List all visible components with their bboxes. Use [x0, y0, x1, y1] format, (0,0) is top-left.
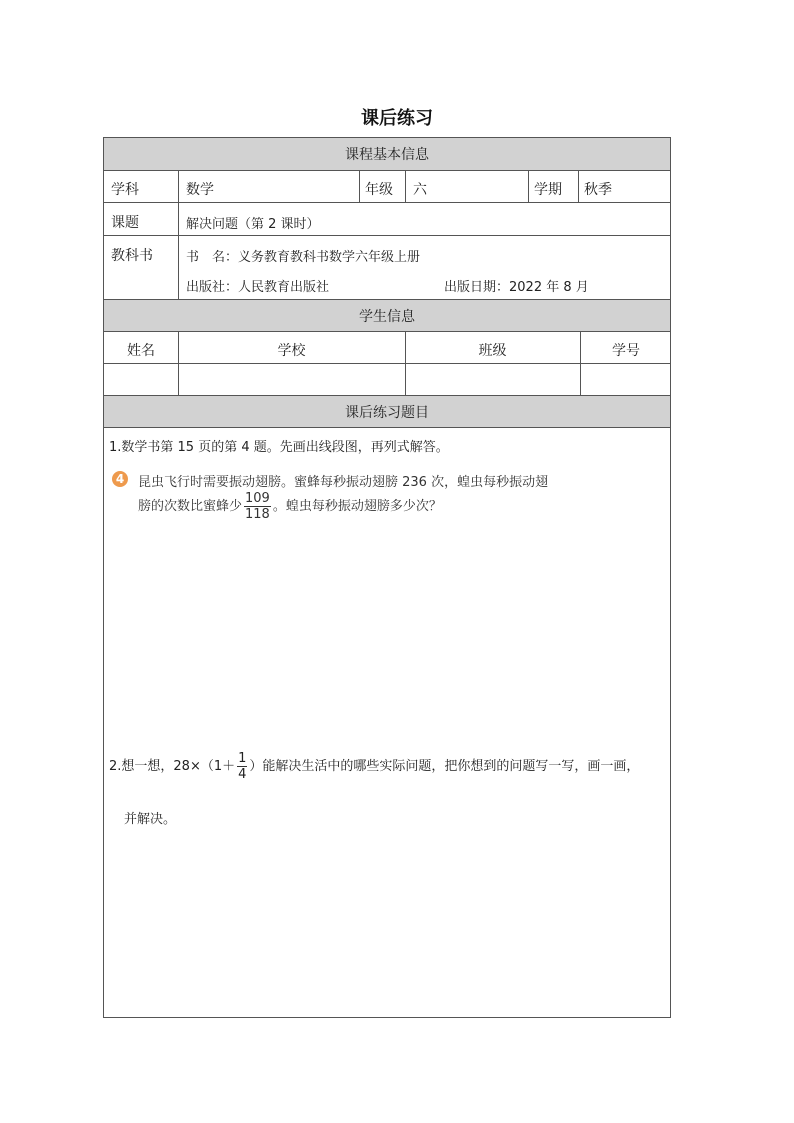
answer-area-2[interactable] — [104, 838, 670, 1013]
student-name-cell[interactable] — [104, 364, 178, 395]
student-info-header-label: 学生信息 — [359, 308, 415, 325]
answer-area-1[interactable] — [104, 518, 670, 743]
subject-label: 学科 — [111, 182, 139, 198]
question-2-line-2: 并解决。 — [124, 812, 177, 827]
student-class-column: 班级 — [478, 343, 507, 359]
textbook-label: 教科书 — [111, 248, 153, 264]
page-title: 课后练习 — [361, 108, 433, 129]
question-1-text-line-1: 昆虫飞行时需要振动翅膀。蜜蜂每秒振动翅膀 236 次，蝗虫每秒振动翅 — [138, 475, 549, 490]
subject-value: 数学 — [186, 182, 214, 198]
fraction-109-118: $\frac{109}{118}$ — [245, 491, 270, 522]
fraction-1-4: $\frac{1}{4}$ — [238, 751, 247, 782]
grade-label: 年级 — [365, 182, 393, 198]
student-number-cell[interactable] — [581, 364, 671, 395]
student-info-header — [104, 300, 670, 331]
publisher: 出版社：人民教育出版社 — [186, 280, 330, 295]
question-number-badge: 4 — [112, 471, 128, 487]
term-label: 学期 — [534, 182, 562, 198]
grade-value: 六 — [413, 182, 427, 198]
student-number-column: 学号 — [612, 343, 640, 359]
course-info-header — [104, 138, 670, 170]
book-name: 书 名：义务教育教科书数学六年级上册 — [186, 250, 421, 265]
question-1-prompt: 1.数学书第 15 页的第 4 题。先画出线段图，再列式解答。 — [109, 440, 449, 455]
topic-value: 解决问题（第 2 课时） — [186, 217, 320, 232]
term-value: 秋季 — [584, 182, 612, 198]
student-school-cell[interactable] — [179, 364, 405, 395]
question-2-line-1: 2.想一想，28×（1＋ $\frac{1}{4}$ ）能解决生活中的哪些实际问题，把你想到的问题写一写，画一画， — [109, 751, 640, 782]
student-school-column: 学校 — [277, 343, 306, 359]
exercises-header-label: 课后练习题目 — [345, 404, 429, 421]
topic-label: 课题 — [111, 215, 139, 231]
exercises-header — [104, 396, 670, 427]
student-name-column: 姓名 — [127, 343, 155, 359]
question-1-text-line-2: 膀的次数比蜜蜂少 $\frac{109}{118}$ 。蝗虫每秒振动翅膀多少次？ — [138, 491, 442, 522]
worksheet-table — [103, 137, 671, 1018]
student-class-cell[interactable] — [406, 364, 580, 395]
course-info-header-label: 课程基本信息 — [345, 147, 429, 163]
publish-date: 出版日期：2022 年 8 月 — [444, 280, 589, 295]
